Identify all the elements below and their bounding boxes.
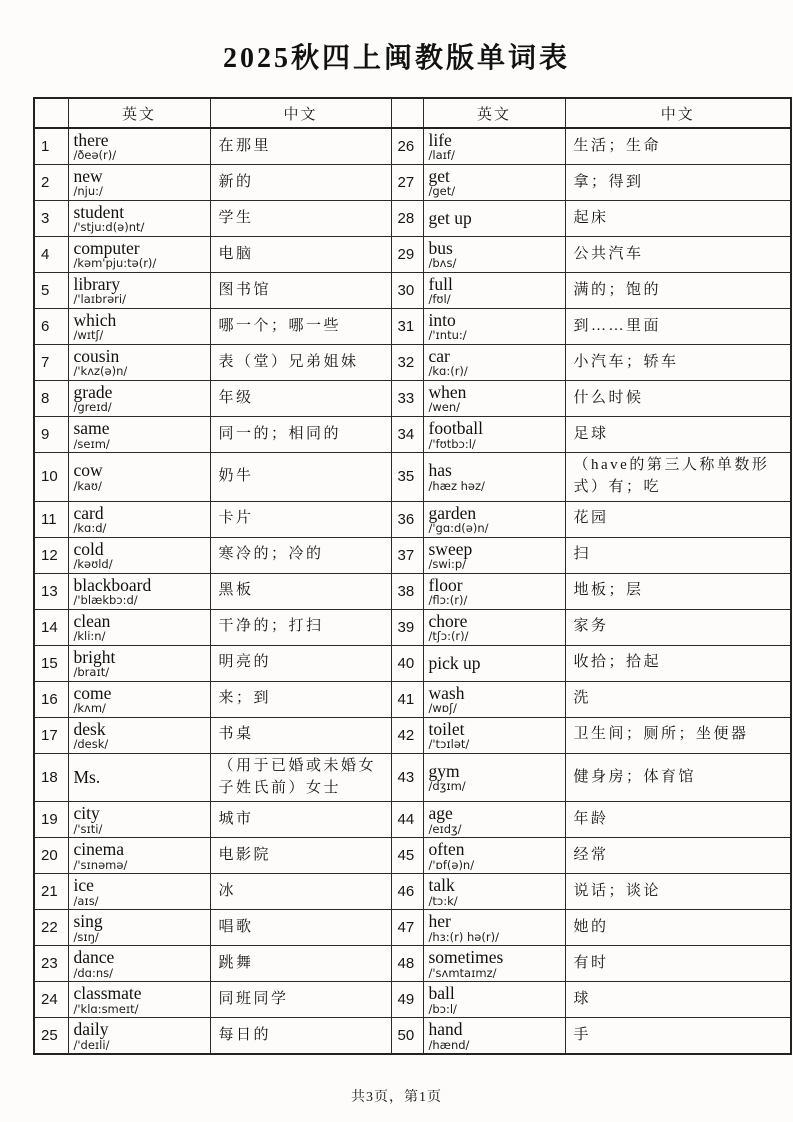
table-row	[34, 681, 791, 717]
phonetic-text: /'ɒf(ə)n/	[428, 857, 475, 872]
english-word: student	[73, 202, 125, 223]
chinese-cell-left: 明亮的	[210, 645, 391, 681]
phonetic-text: /wen/	[428, 400, 461, 415]
chinese-cell-left: 新的	[210, 165, 391, 201]
english-word: sometimes	[428, 947, 504, 968]
phonetic-text: /ðeə(r)/	[73, 148, 117, 163]
phonetic-text: /dʒɪm/	[428, 779, 466, 794]
phonetic-text: /'klɑ:smeɪt/	[73, 1001, 139, 1016]
chinese-cell-left: 卡片	[210, 501, 391, 537]
english-word: toilet	[428, 718, 465, 739]
chinese-cell-left: 唱歌	[210, 910, 391, 946]
english-word: often	[428, 839, 465, 860]
row-number-right: 43	[391, 753, 423, 802]
english-cell-left	[68, 381, 210, 417]
phonetic-text: /'ɪntu:/	[428, 328, 467, 343]
row-number-right: 47	[391, 910, 423, 946]
english-word: Ms.	[73, 767, 101, 788]
row-number-left: 16	[34, 681, 68, 717]
table-row	[34, 309, 791, 345]
chinese-cell-right: 球	[565, 982, 791, 1018]
table-row	[34, 946, 791, 982]
english-cell-left	[68, 237, 210, 273]
english-word: cinema	[73, 839, 125, 860]
english-word: sing	[73, 911, 103, 932]
english-cell-left	[68, 573, 210, 609]
table-row	[34, 1018, 791, 1055]
phonetic-text: /tʃɔ:(r)/	[428, 629, 469, 644]
english-word: computer	[73, 238, 140, 259]
phonetic-text: /aɪs/	[73, 893, 99, 908]
english-cell-left	[68, 345, 210, 381]
row-number-left: 18	[34, 753, 68, 802]
english-word: there	[73, 130, 109, 150]
page-footer: 共3页，第1页	[351, 1090, 442, 1106]
row-number-right: 48	[391, 946, 423, 982]
english-cell-right	[423, 201, 565, 237]
chinese-cell-right: 公共汽车	[565, 237, 791, 273]
english-cell-left	[68, 982, 210, 1018]
row-number-right: 41	[391, 681, 423, 717]
phonetic-text: /'sʌmtaɪmz/	[428, 965, 497, 980]
english-cell-left	[68, 417, 210, 453]
phonetic-text: /hænd/	[428, 1037, 470, 1052]
row-number-right: 30	[391, 273, 423, 309]
row-number-right: 50	[391, 1018, 423, 1055]
english-cell-right	[423, 910, 565, 946]
english-cell-right	[423, 417, 565, 453]
phonetic-text: /'tɔɪlət/	[428, 737, 470, 752]
phonetic-text: /laɪf/	[428, 148, 455, 163]
chinese-cell-right: 花园	[565, 501, 791, 537]
english-word: bus	[428, 238, 453, 259]
phonetic-text: /dɑ:ns/	[73, 965, 114, 980]
english-cell-left	[68, 874, 210, 910]
chinese-cell-left: 哪一个；哪一些	[210, 309, 391, 345]
english-word: city	[73, 803, 100, 824]
chinese-cell-right: 家务	[565, 609, 791, 645]
phonetic-text: /hɜ:(r) hə(r)/	[428, 929, 499, 944]
chinese-cell-right: 卫生间；厕所；坐便器	[565, 717, 791, 753]
english-word: card	[73, 502, 104, 523]
english-word: sweep	[428, 538, 473, 559]
row-number-left: 23	[34, 946, 68, 982]
row-number-right: 28	[391, 201, 423, 237]
chinese-cell-left: 图书馆	[210, 273, 391, 309]
english-cell-left	[68, 128, 210, 165]
chinese-cell-right: 起床	[565, 201, 791, 237]
row-number-left: 3	[34, 201, 68, 237]
chinese-cell-right: （have的第三人称单数形式）有；吃	[565, 453, 791, 502]
phonetic-text: /'deɪli/	[73, 1037, 110, 1052]
row-number-left: 11	[34, 501, 68, 537]
chinese-cell-left: 同班同学	[210, 982, 391, 1018]
row-number-left: 7	[34, 345, 68, 381]
chinese-cell-right: 地板；层	[565, 573, 791, 609]
row-number-right: 49	[391, 982, 423, 1018]
phonetic-text: /greɪd/	[73, 400, 112, 415]
english-cell-right	[423, 165, 565, 201]
chinese-cell-right: 小汽车；轿车	[565, 345, 791, 381]
table-row	[34, 381, 791, 417]
english-cell-left	[68, 681, 210, 717]
row-number-right: 44	[391, 802, 423, 838]
row-number-right: 46	[391, 874, 423, 910]
row-number-right: 40	[391, 645, 423, 681]
phonetic-text: /'stju:d(ə)nt/	[73, 220, 145, 235]
row-number-right: 27	[391, 165, 423, 201]
english-cell-right	[423, 681, 565, 717]
row-number-left: 6	[34, 309, 68, 345]
chinese-cell-left: 干净的；打扫	[210, 609, 391, 645]
row-number-right: 35	[391, 453, 423, 502]
english-word: pick up	[428, 653, 481, 674]
english-cell-left	[68, 453, 210, 502]
row-number-left: 1	[34, 128, 68, 165]
row-number-right: 36	[391, 501, 423, 537]
row-number-left: 21	[34, 874, 68, 910]
table-row	[34, 802, 791, 838]
chinese-cell-left: 电影院	[210, 838, 391, 874]
table-row	[34, 645, 791, 681]
english-word: ball	[428, 983, 455, 1004]
english-cell-left	[68, 753, 210, 802]
chinese-cell-left: 跳舞	[210, 946, 391, 982]
phonetic-text: /bʌs/	[428, 256, 457, 271]
english-word: bright	[73, 646, 116, 667]
phonetic-text: /nju:/	[73, 184, 103, 199]
chinese-cell-left: 冰	[210, 874, 391, 910]
english-word: into	[428, 310, 456, 331]
english-cell-right	[423, 381, 565, 417]
phonetic-text: /sɪŋ/	[73, 929, 99, 944]
english-cell-right	[423, 345, 565, 381]
chinese-cell-left: 城市	[210, 802, 391, 838]
english-cell-right	[423, 874, 565, 910]
table-row	[34, 717, 791, 753]
phonetic-text: /kəm'pju:tə(r)/	[73, 256, 157, 271]
english-cell-left	[68, 201, 210, 237]
english-word: gym	[428, 760, 460, 781]
phonetic-text: /swi:p/	[428, 557, 467, 572]
english-cell-right	[423, 501, 565, 537]
english-cell-left	[68, 609, 210, 645]
phonetic-text: /seɪm/	[73, 436, 110, 451]
english-cell-right	[423, 1018, 565, 1055]
chinese-cell-left: 来；到	[210, 681, 391, 717]
english-word: cousin	[73, 346, 120, 367]
header-chinese-right: 中文	[565, 98, 791, 128]
chinese-cell-left: 在那里	[210, 128, 391, 165]
english-word: clean	[73, 610, 111, 631]
english-word: hand	[428, 1019, 463, 1040]
row-number-right: 45	[391, 838, 423, 874]
chinese-cell-left: 书桌	[210, 717, 391, 753]
row-number-left: 9	[34, 417, 68, 453]
phonetic-text: /eɪdʒ/	[428, 821, 462, 836]
chinese-cell-right: 经常	[565, 838, 791, 874]
phonetic-text: /kɑ:(r)/	[428, 364, 468, 379]
row-number-right: 31	[391, 309, 423, 345]
english-cell-left	[68, 273, 210, 309]
phonetic-text: /kəʊld/	[73, 557, 113, 572]
english-word: garden	[428, 502, 477, 523]
english-cell-left	[68, 645, 210, 681]
chinese-cell-left: 年级	[210, 381, 391, 417]
phonetic-text: /kaʊ/	[73, 478, 102, 493]
chinese-cell-left: 每日的	[210, 1018, 391, 1055]
english-cell-left	[68, 501, 210, 537]
phonetic-text: /wɒʃ/	[428, 701, 457, 716]
english-word: cow	[73, 460, 103, 481]
english-cell-left	[68, 910, 210, 946]
chinese-cell-right: 足球	[565, 417, 791, 453]
english-cell-right	[423, 537, 565, 573]
phonetic-text: /braɪt/	[73, 665, 110, 680]
english-cell-right	[423, 946, 565, 982]
chinese-cell-right: 洗	[565, 681, 791, 717]
chinese-cell-right: 手	[565, 1018, 791, 1055]
english-word: grade	[73, 382, 113, 403]
chinese-cell-left: 奶牛	[210, 453, 391, 502]
english-cell-right	[423, 753, 565, 802]
phonetic-text: /tɔ:k/	[428, 893, 458, 908]
chinese-cell-left: 学生	[210, 201, 391, 237]
chinese-cell-left: 黑板	[210, 573, 391, 609]
phonetic-text: /bɔ:l/	[428, 1001, 457, 1016]
row-number-left: 25	[34, 1018, 68, 1055]
english-word: library	[73, 274, 121, 295]
table-row	[34, 417, 791, 453]
phonetic-text: /kɑ:d/	[73, 521, 107, 536]
row-number-left: 8	[34, 381, 68, 417]
phonetic-text: /'blækbɔ:d/	[73, 593, 138, 608]
english-word: football	[428, 418, 483, 439]
english-cell-left	[68, 1018, 210, 1055]
english-word: when	[428, 382, 467, 403]
row-number-right: 32	[391, 345, 423, 381]
row-number-left: 5	[34, 273, 68, 309]
chinese-cell-right: 满的；饱的	[565, 273, 791, 309]
english-word: blackboard	[73, 574, 152, 595]
english-cell-right	[423, 838, 565, 874]
english-cell-left	[68, 717, 210, 753]
english-cell-left	[68, 309, 210, 345]
header-english-left: 英文	[68, 98, 210, 128]
chinese-cell-right: 她的	[565, 910, 791, 946]
english-word: chore	[428, 610, 468, 631]
english-cell-right	[423, 802, 565, 838]
page-title: 2025秋四上闽教版单词表	[222, 43, 570, 74]
row-number-right: 26	[391, 128, 423, 165]
row-number-right: 37	[391, 537, 423, 573]
english-cell-right	[423, 453, 565, 502]
chinese-cell-left: 同一的；相同的	[210, 417, 391, 453]
row-number-left: 13	[34, 573, 68, 609]
chinese-cell-right: 健身房；体育馆	[565, 753, 791, 802]
phonetic-text: /'laɪbrəri/	[73, 292, 126, 307]
english-cell-left	[68, 165, 210, 201]
english-word: talk	[428, 875, 455, 896]
table-row	[34, 453, 791, 502]
row-number-left: 20	[34, 838, 68, 874]
row-number-right: 33	[391, 381, 423, 417]
english-word: which	[73, 310, 117, 331]
english-word: classmate	[73, 983, 142, 1004]
row-number-left: 15	[34, 645, 68, 681]
header-num-left	[34, 98, 68, 128]
chinese-cell-right: 有时	[565, 946, 791, 982]
row-number-right: 39	[391, 609, 423, 645]
english-word: full	[428, 274, 453, 295]
chinese-cell-left: 电脑	[210, 237, 391, 273]
chinese-cell-right: 生活；生命	[565, 128, 791, 165]
english-cell-right	[423, 982, 565, 1018]
english-word: get up	[428, 208, 472, 229]
english-cell-left	[68, 537, 210, 573]
table-row	[34, 982, 791, 1018]
english-word: same	[73, 418, 110, 439]
table-row	[34, 910, 791, 946]
phonetic-text: /'fʊtbɔ:l/	[428, 436, 476, 451]
english-cell-right	[423, 645, 565, 681]
chinese-cell-left: 寒冷的；冷的	[210, 537, 391, 573]
chinese-cell-right: 什么时候	[565, 381, 791, 417]
english-cell-right	[423, 237, 565, 273]
row-number-left: 22	[34, 910, 68, 946]
english-word: her	[428, 911, 451, 932]
chinese-cell-right: 扫	[565, 537, 791, 573]
chinese-cell-left: （用于已婚或未婚女子姓氏前）女士	[210, 753, 391, 802]
table-row	[34, 537, 791, 573]
english-word: ice	[73, 875, 94, 896]
table-row	[34, 165, 791, 201]
chinese-cell-right: 说话；谈论	[565, 874, 791, 910]
table-row	[34, 273, 791, 309]
phonetic-text: /'kʌz(ə)n/	[73, 364, 128, 379]
chinese-cell-right: 收拾；拾起	[565, 645, 791, 681]
english-word: wash	[428, 682, 465, 703]
table-row	[34, 874, 791, 910]
phonetic-text: /desk/	[73, 737, 109, 752]
phonetic-text: /'gɑ:d(ə)n/	[428, 521, 489, 536]
table-row	[34, 345, 791, 381]
phonetic-text: /'sɪti/	[73, 821, 103, 836]
header-chinese-left: 中文	[210, 98, 391, 128]
table-row	[34, 573, 791, 609]
english-cell-right	[423, 573, 565, 609]
row-number-left: 4	[34, 237, 68, 273]
table-row	[34, 237, 791, 273]
english-cell-right	[423, 128, 565, 165]
table-row	[34, 609, 791, 645]
english-word: life	[428, 130, 452, 150]
row-number-right: 34	[391, 417, 423, 453]
english-word: cold	[73, 538, 104, 559]
row-number-left: 19	[34, 802, 68, 838]
vocab-table-body	[34, 128, 791, 1054]
row-number-left: 24	[34, 982, 68, 1018]
chinese-cell-right: 拿；得到	[565, 165, 791, 201]
english-word: desk	[73, 718, 106, 739]
english-word: has	[428, 460, 452, 481]
english-cell-right	[423, 717, 565, 753]
phonetic-text: /hæz həz/	[428, 478, 485, 493]
english-cell-right	[423, 609, 565, 645]
table-row	[34, 838, 791, 874]
english-word: new	[73, 166, 103, 187]
english-word: floor	[428, 574, 463, 595]
phonetic-text: /get/	[428, 184, 456, 199]
english-word: get	[428, 166, 450, 187]
english-cell-right	[423, 309, 565, 345]
english-word: daily	[73, 1019, 109, 1040]
english-word: dance	[73, 947, 115, 968]
phonetic-text: /flɔ:(r)/	[428, 593, 468, 608]
vocab-table	[33, 97, 792, 1055]
english-cell-right	[423, 273, 565, 309]
header-num-right	[391, 98, 423, 128]
row-number-left: 14	[34, 609, 68, 645]
phonetic-text: /fʊl/	[428, 292, 451, 307]
table-row	[34, 128, 791, 165]
chinese-cell-right: 年龄	[565, 802, 791, 838]
english-word: come	[73, 682, 112, 703]
table-row	[34, 501, 791, 537]
header-row	[34, 98, 791, 128]
phonetic-text: /wɪtʃ/	[73, 328, 104, 343]
table-row	[34, 201, 791, 237]
row-number-left: 10	[34, 453, 68, 502]
row-number-left: 12	[34, 537, 68, 573]
chinese-cell-right: 到……里面	[565, 309, 791, 345]
phonetic-text: /kʌm/	[73, 701, 106, 716]
chinese-cell-left: 表（堂）兄弟姐妹	[210, 345, 391, 381]
phonetic-text: /kli:n/	[73, 629, 106, 644]
table-row	[34, 753, 791, 802]
english-cell-left	[68, 802, 210, 838]
english-cell-left	[68, 946, 210, 982]
row-number-right: 42	[391, 717, 423, 753]
row-number-right: 29	[391, 237, 423, 273]
phonetic-text: /'sɪnəmə/	[73, 857, 128, 872]
header-english-right: 英文	[423, 98, 565, 128]
english-cell-left	[68, 838, 210, 874]
row-number-left: 2	[34, 165, 68, 201]
english-word: car	[428, 346, 450, 367]
english-word: age	[428, 803, 453, 824]
row-number-right: 38	[391, 573, 423, 609]
row-number-left: 17	[34, 717, 68, 753]
